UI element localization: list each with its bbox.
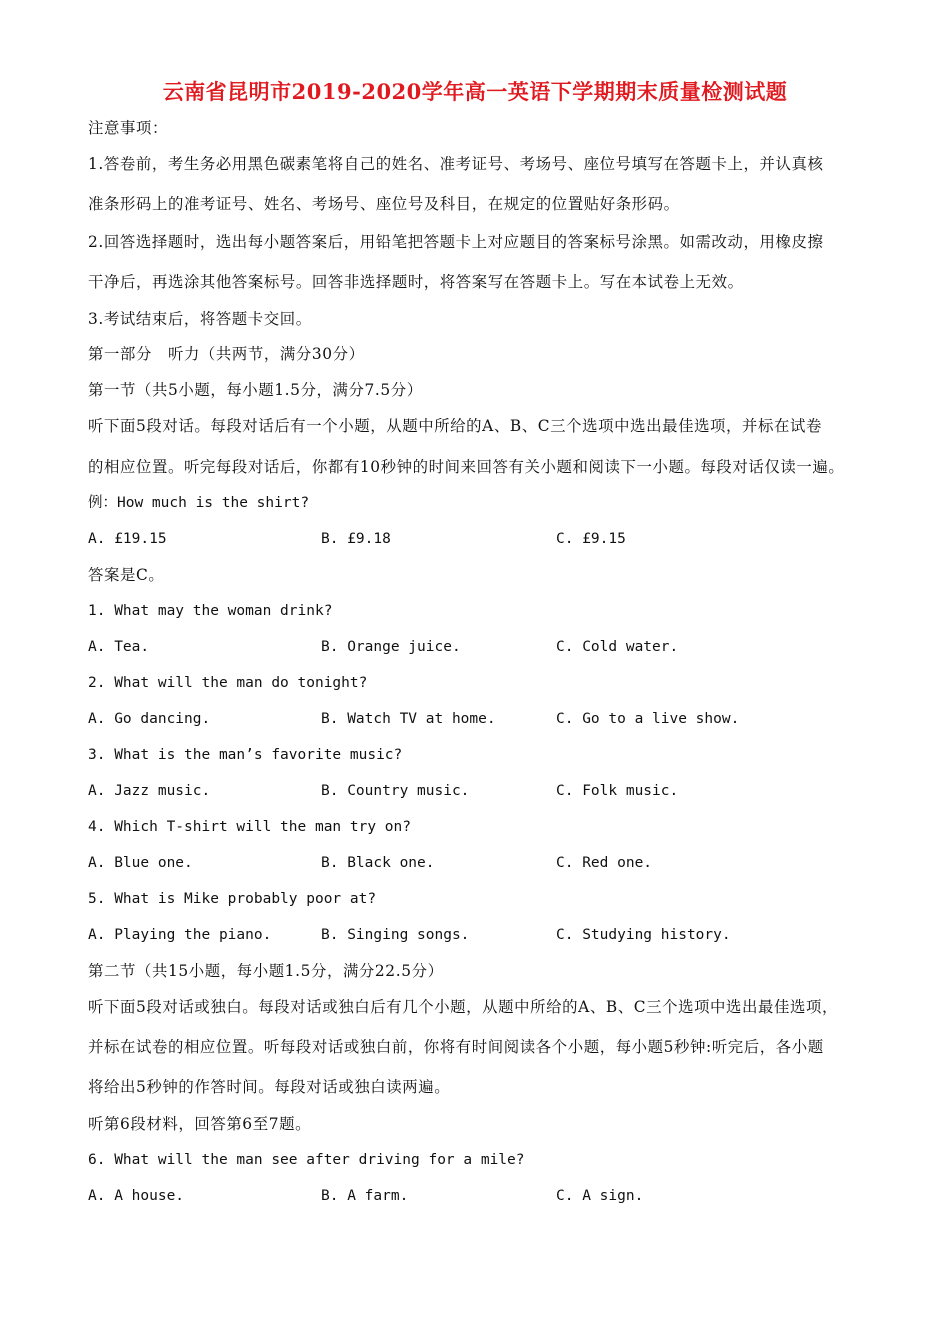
q5-option-c: C. Studying history. <box>556 927 731 943</box>
example-answer: 答案是C。 <box>88 566 165 584</box>
question-4: 4. Which T-shirt will the man try on? <box>88 819 412 835</box>
notice-line: 1.答卷前，考生务必用黑色碳素笔将自己的姓名、准考证号、考场号、座位号填写在答题卡上，并认真核 <box>88 155 824 173</box>
notice-line: 3.考试结束后，将答题卡交回。 <box>88 310 312 328</box>
q3-option-c: C. Folk music. <box>556 783 679 799</box>
notice-line: 干净后，再选涂其他答案标号。回答非选择题时，将答案写在答题卡上。写在本试卷上无效。 <box>88 273 744 291</box>
q1-option-b: B. Orange juice. <box>321 639 461 655</box>
q2-option-b: B. Watch TV at home. <box>321 711 496 727</box>
question-3: 3. What is the man’s favorite music? <box>88 747 403 763</box>
q1-option-c: C. Cold water. <box>556 639 679 655</box>
question-6: 6. What will the man see after driving for a mile? <box>88 1152 525 1168</box>
q6-option-c: C. A sign. <box>556 1188 644 1204</box>
section1-instruction: 听下面5段对话。每段对话后有一个小题，从题中所给的A、B、C三个选项中选出最佳选项，并标在试卷 <box>88 417 822 435</box>
section2-instruction: 听下面5段对话或独白。每段对话或独白后有几个小题，从题中所给的A、B、C三个选项中选出最佳选项， <box>88 998 838 1016</box>
q5-option-a: A. Playing the piano. <box>88 927 272 943</box>
notice-heading: 注意事项： <box>88 119 168 137</box>
q1-option-a: A. Tea. <box>88 639 150 655</box>
example-option-c: C. £9.15 <box>556 531 626 547</box>
section2-instruction: 将给出5秒钟的作答时间。每段对话或独白读两遍。 <box>88 1078 451 1096</box>
question-5: 5. What is Mike probably poor at? <box>88 891 377 907</box>
q2-option-a: A. Go dancing. <box>88 711 211 727</box>
material-6-heading: 听第6段材料，回答第6至7题。 <box>88 1115 312 1133</box>
notice-line: 2.回答选择题时，选出每小题答案后，用铅笔把答题卡上对应题目的答案标号涂黑。如需改动，用橡皮擦 <box>88 233 824 251</box>
example-option-a: A. £19.15 <box>88 531 167 547</box>
q2-option-c: C. Go to a live show. <box>556 711 740 727</box>
q4-option-c: C. Red one. <box>556 855 653 871</box>
q4-option-b: B. Black one. <box>321 855 435 871</box>
q3-option-b: B. Country music. <box>321 783 470 799</box>
notice-line: 准条形码上的准考证号、姓名、考场号、座位号及科目，在规定的位置贴好条形码。 <box>88 195 680 213</box>
q4-option-a: A. Blue one. <box>88 855 193 871</box>
q6-option-a: A. A house. <box>88 1188 185 1204</box>
q3-option-a: A. Jazz music. <box>88 783 211 799</box>
section1-instruction: 的相应位置。听完每段对话后，你都有10秒钟的时间来回答有关小题和阅读下一小题。每段对话仅读一遍。 <box>88 458 845 476</box>
example-option-b: B. £9.18 <box>321 531 391 547</box>
exam-title: 云南省昆明市2019-2020学年高一英语下学期期末质量检测试题 <box>162 79 788 104</box>
section2-heading: 第二节（共15小题，每小题1.5分，满分22.5分） <box>88 962 444 980</box>
part1-heading: 第一部分 听力（共两节，满分30分） <box>88 345 365 363</box>
section2-instruction: 并标在试卷的相应位置。听每段对话或独白前，你将有时间阅读各个小题，每小题5秒钟:听完后，各小题 <box>88 1038 824 1056</box>
q5-option-b: B. Singing songs. <box>321 927 470 943</box>
question-1: 1. What may the woman drink? <box>88 603 333 619</box>
section1-heading: 第一节（共5小题，每小题1.5分，满分7.5分） <box>88 381 423 399</box>
question-2: 2. What will the man do tonight? <box>88 675 368 691</box>
q6-option-b: B. A farm. <box>321 1188 409 1204</box>
example-question: 例：How much is the shirt? <box>88 495 310 511</box>
